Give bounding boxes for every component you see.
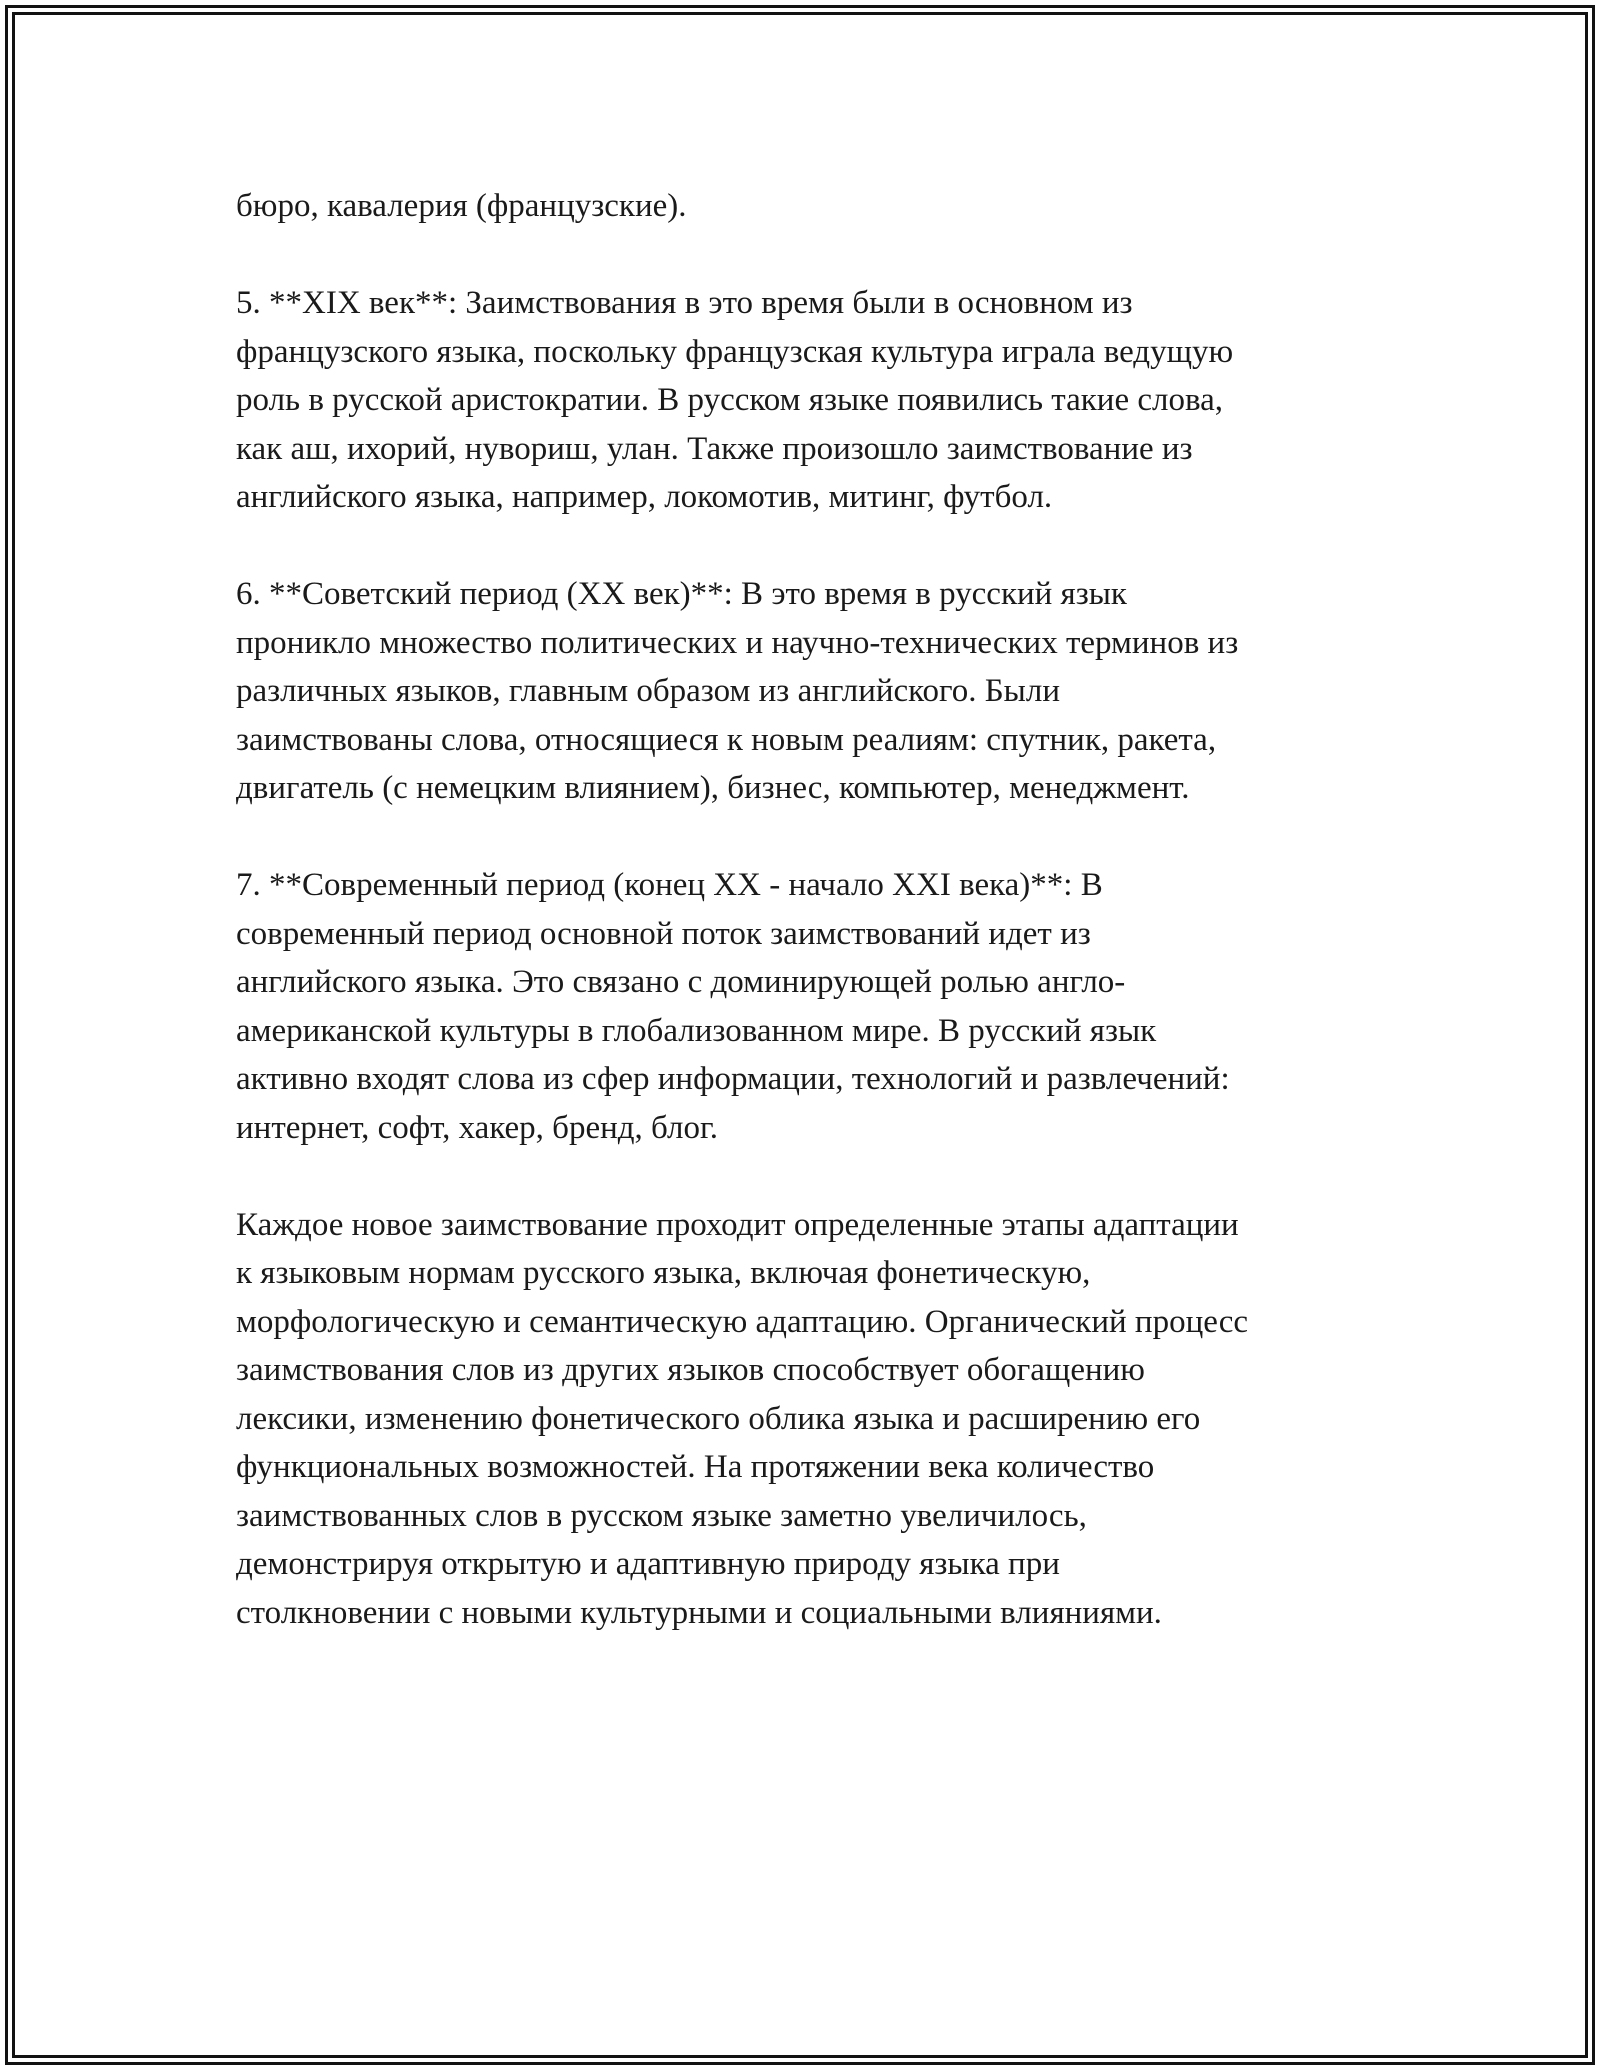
paragraph-item-6-soviet-period: 6. **Советский период (XX век)**: В это время в русский язык проникло множество политических и научно-технических терминов из различных языков, главным образом из английского. Были заимствованы слова, относящиеся к новым реалиям: спутник, ракета, двигатель (с немецким влиянием), бизнес, компьютер, менеджмент. bbox=[236, 576, 1239, 806]
paragraph-item-7-modern-period: 7. **Современный период (конец XX - начало XXI века)**: В современный период основной поток заимствований идет из английского языка. Это связано с доминирующей ролью англо- американской культуры в глобализованном мире. В русский язык активно входят слова из сфер информации, технологий и развлечений: интернет, софт, хакер, бренд, блог. bbox=[236, 867, 1230, 1146]
paragraph-item-5-xix-century: 5. **XIX век**: Заимствования в это время были в основном из французского языка, поскольку французская культура играла ведущую роль в русской аристократии. В русском языке появились такие слова, как аш, ихорий, нувориш, улан. Также произошло заимствование из английского языка, например, локомотив, митинг, футбол. bbox=[236, 285, 1234, 515]
document-body bbox=[236, 182, 1366, 1686]
paragraph-conclusion: Каждое новое заимствование проходит определенные этапы адаптации к языковым нормам русского языка, включая фонетическую, морфологическую и семантическую адаптацию. Органический процесс заимствования слов из других языков способствует обогащению лексики, изменению фонетического облика языка и расширению его функциональных возможностей. На протяжении века количество заимствованных слов в русском языке заметно увеличилось, демонстрируя открытую и адаптивную природу языка при столкновении с новыми культурными и социальными влияниями. bbox=[236, 1206, 1248, 1631]
paragraph-continuation: бюро, кавалерия (французские). bbox=[236, 188, 687, 224]
